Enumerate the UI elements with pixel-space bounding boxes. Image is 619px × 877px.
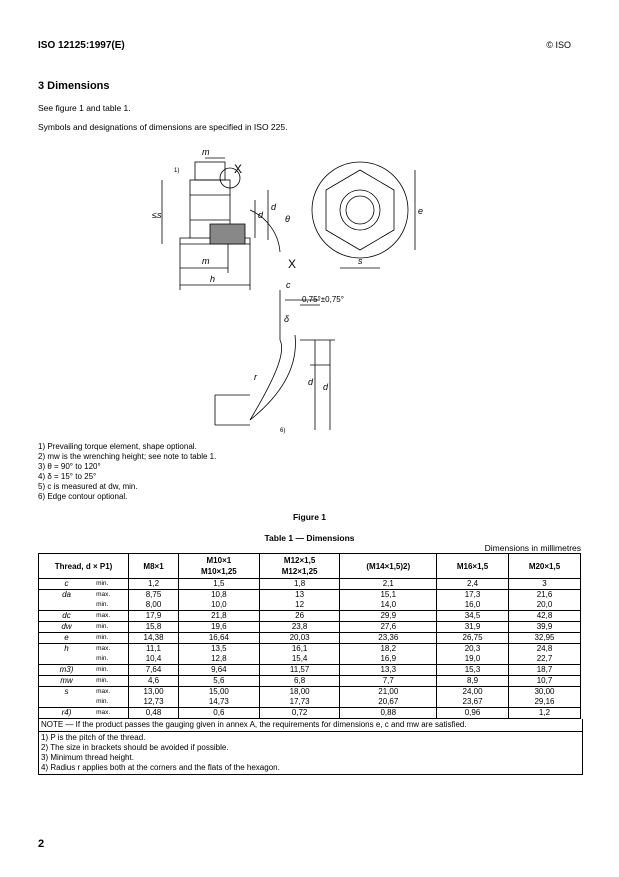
nut-section-hatch — [210, 224, 245, 244]
page-number: 2 — [38, 838, 45, 850]
table-cell: 1,8 — [259, 579, 340, 590]
table-cell: 14,73 — [178, 697, 259, 708]
table-cell: 8,9 — [437, 676, 509, 687]
table-cell: 8,00 — [129, 600, 179, 611]
table-cell: 12,8 — [178, 654, 259, 665]
label-x2: X — [288, 257, 297, 271]
table-row — [39, 600, 581, 611]
table-cell: 18,00 — [259, 687, 340, 698]
table-cell: 18,7 — [508, 665, 580, 676]
row-qualifier: min. — [94, 622, 129, 633]
table-cell: 0,48 — [129, 708, 179, 719]
row-label — [39, 600, 95, 611]
label-angle: 0,75°±0,75° — [302, 295, 344, 304]
row-qualifier: max. — [94, 590, 129, 601]
row-label: dc — [39, 611, 95, 622]
label-s: ≤s — [152, 210, 162, 220]
header-col: M10×1 M10×1,25 — [178, 554, 259, 579]
table-footnote: 3) Minimum thread height. — [41, 753, 134, 762]
row-qualifier: min. — [94, 697, 129, 708]
row-label: dw — [39, 622, 95, 633]
label-s-top: s — [358, 256, 363, 266]
row-qualifier: min. — [94, 600, 129, 611]
section-title: 3 Dimensions — [38, 80, 110, 92]
label-dc-detail: d — [323, 382, 329, 392]
table-cell: 21,6 — [508, 590, 580, 601]
table-cell: 14,38 — [129, 633, 179, 644]
table-cell: 15,00 — [178, 687, 259, 698]
table-row — [39, 590, 581, 601]
label-e: e — [418, 206, 424, 216]
table-cell: 0,72 — [259, 708, 340, 719]
header-col: M12×1,5 M12×1,25 — [259, 554, 340, 579]
table-cell: 21,8 — [178, 611, 259, 622]
row-label: m3) — [39, 665, 95, 676]
table-cell: 15,1 — [340, 590, 437, 601]
table-cell: 23,36 — [340, 633, 437, 644]
copyright: © ISO — [546, 40, 571, 50]
table-cell: 22,7 — [508, 654, 580, 665]
technical-drawing — [150, 140, 440, 435]
table-cell: 18,2 — [340, 644, 437, 655]
row-label: s — [39, 687, 95, 698]
table-row — [39, 697, 581, 708]
table-cell: 34,5 — [437, 611, 509, 622]
header-col: M8×1 — [129, 554, 179, 579]
table-cell: 20,0 — [508, 600, 580, 611]
table-cell: 13,5 — [178, 644, 259, 655]
row-qualifier: min. — [94, 579, 129, 590]
label-x1: X — [234, 162, 243, 176]
label-c: c — [286, 280, 291, 290]
table-cell: 12 — [259, 600, 340, 611]
prevailing-torque-element — [195, 162, 225, 180]
table-cell: 26 — [259, 611, 340, 622]
table-cell: 13,3 — [340, 665, 437, 676]
label-r: r — [254, 372, 257, 382]
row-label: h — [39, 644, 95, 655]
table-row — [39, 676, 581, 687]
row-label — [39, 654, 95, 665]
table-cell: 24,8 — [508, 644, 580, 655]
label-delta: δ — [284, 314, 290, 324]
table-cell: 10,8 — [178, 590, 259, 601]
table-cell: 14,0 — [340, 600, 437, 611]
paragraph-2: Symbols and designations of dimensions are specified in ISO 225. — [38, 122, 288, 132]
table-cell: 1,2 — [129, 579, 179, 590]
fig-footnote-5: 5) c is measured at dw, min. — [38, 482, 138, 491]
table-cell: 10,7 — [508, 676, 580, 687]
table-cell: 10,4 — [129, 654, 179, 665]
table-header-row — [39, 554, 581, 579]
label-dw: d — [308, 377, 314, 387]
table-row — [39, 708, 581, 719]
table-row — [39, 687, 581, 698]
table-cell: 20,3 — [437, 644, 509, 655]
table-row — [39, 644, 581, 655]
dimensions-table — [38, 553, 581, 719]
hex-outline — [326, 170, 394, 250]
table-cell: 16,0 — [437, 600, 509, 611]
table-cell: 29,9 — [340, 611, 437, 622]
table-footnote: 2) The size in brackets should be avoided if possible. — [41, 743, 229, 752]
table-cell: 6,8 — [259, 676, 340, 687]
table-cell: 2,1 — [340, 579, 437, 590]
label-d: d — [258, 210, 264, 220]
table-cell: 7,64 — [129, 665, 179, 676]
label-m: m — [202, 256, 210, 266]
table-cell: 27,6 — [340, 622, 437, 633]
table-cell: 23,67 — [437, 697, 509, 708]
theta-arc — [250, 210, 280, 252]
table-cell: 15,3 — [437, 665, 509, 676]
table-units: Dimensions in millimetres — [484, 543, 581, 553]
label-six: 6) — [280, 428, 286, 434]
table-cell: 30,00 — [508, 687, 580, 698]
table-cell: 19,6 — [178, 622, 259, 633]
row-qualifier: max. — [94, 708, 129, 719]
row-label: da — [39, 590, 95, 601]
table-cell: 0,6 — [178, 708, 259, 719]
paragraph-1: See figure 1 and table 1. — [38, 103, 131, 113]
table-note-box — [38, 719, 583, 775]
fig-footnote-4: 4) δ = 15° to 25° — [38, 472, 97, 481]
table-footnote: 4) Radius r applies both at the corners and the flats of the hexagon. — [41, 763, 280, 772]
table-cell: 15,4 — [259, 654, 340, 665]
row-qualifier: max. — [94, 687, 129, 698]
table-row — [39, 611, 581, 622]
header-col: M20×1,5 — [508, 554, 580, 579]
row-qualifier: max. — [94, 644, 129, 655]
table-cell: 11,57 — [259, 665, 340, 676]
table-cell: 23,8 — [259, 622, 340, 633]
table-caption: Table 1 — Dimensions — [264, 533, 355, 543]
table-cell: 20,03 — [259, 633, 340, 644]
row-qualifier: min. — [94, 633, 129, 644]
table-cell: 17,9 — [129, 611, 179, 622]
table-cell: 0,96 — [437, 708, 509, 719]
table-cell: 42,8 — [508, 611, 580, 622]
table-cell: 8,75 — [129, 590, 179, 601]
table-footnote: 1) P is the pitch of the thread. — [41, 733, 146, 742]
table-cell: 16,9 — [340, 654, 437, 665]
table-row — [39, 579, 581, 590]
table-cell: 3 — [508, 579, 580, 590]
figure-caption: Figure 1 — [292, 512, 327, 522]
table-cell: 4,6 — [129, 676, 179, 687]
row-label: c — [39, 579, 95, 590]
table-row — [39, 654, 581, 665]
table-cell: 31,9 — [437, 622, 509, 633]
table-cell: 7,7 — [340, 676, 437, 687]
label-theta: θ — [285, 214, 290, 224]
fig-footnote-1: 1) Prevailing torque element, shape optional. — [38, 442, 197, 451]
table-cell: 39,9 — [508, 622, 580, 633]
table-cell: 10,0 — [178, 600, 259, 611]
table-cell: 20,67 — [340, 697, 437, 708]
label-mw: m — [202, 147, 210, 157]
header-col: M16×1,5 — [437, 554, 509, 579]
table-cell: 12,73 — [129, 697, 179, 708]
row-label: mw — [39, 676, 95, 687]
fig-footnote-2: 2) mw is the wrenching height; see note to table 1. — [38, 452, 217, 461]
table-row — [39, 622, 581, 633]
table-cell: 26,75 — [437, 633, 509, 644]
doc-id: ISO 12125:1997(E) — [38, 40, 125, 51]
table-cell: 11,1 — [129, 644, 179, 655]
table-cell: 17,73 — [259, 697, 340, 708]
header-col: (M14×1,5)2) — [340, 554, 437, 579]
row-qualifier: min. — [94, 676, 129, 687]
table-row — [39, 633, 581, 644]
table-cell: 16,1 — [259, 644, 340, 655]
table-cell: 13 — [259, 590, 340, 601]
table-cell: 5,6 — [178, 676, 259, 687]
fig-footnote-3: 3) θ = 90° to 120° — [38, 462, 101, 471]
row-qualifier: min. — [94, 654, 129, 665]
table-row — [39, 665, 581, 676]
label-one: 1) — [174, 168, 180, 174]
row-label: e — [39, 633, 95, 644]
table-cell: 1,5 — [178, 579, 259, 590]
table-cell: 29,16 — [508, 697, 580, 708]
table-cell: 17,3 — [437, 590, 509, 601]
row-qualifier: min. — [94, 665, 129, 676]
table-cell: 21,00 — [340, 687, 437, 698]
row-label — [39, 697, 95, 708]
table-note: NOTE — If the product passes the gauging given in annex A, the requirements for dimensions e, c and mw are satisfied. — [41, 720, 467, 729]
table-cell: 2,4 — [437, 579, 509, 590]
header-thread: Thread, d × P1) — [39, 554, 129, 579]
row-label: r4) — [39, 708, 95, 719]
table-cell: 19,0 — [437, 654, 509, 665]
label-dc: d — [271, 202, 277, 212]
table-cell: 13,00 — [129, 687, 179, 698]
row-qualifier: max. — [94, 611, 129, 622]
label-h: h — [210, 274, 216, 284]
table-cell: 0,88 — [340, 708, 437, 719]
table-cell: 15,8 — [129, 622, 179, 633]
table-cell: 24,00 — [437, 687, 509, 698]
table-cell: 16,64 — [178, 633, 259, 644]
table-cell: 1,2 — [508, 708, 580, 719]
table-cell: 9,64 — [178, 665, 259, 676]
table-cell: 32,95 — [508, 633, 580, 644]
fig-footnote-6: 6) Edge contour optional. — [38, 492, 128, 501]
